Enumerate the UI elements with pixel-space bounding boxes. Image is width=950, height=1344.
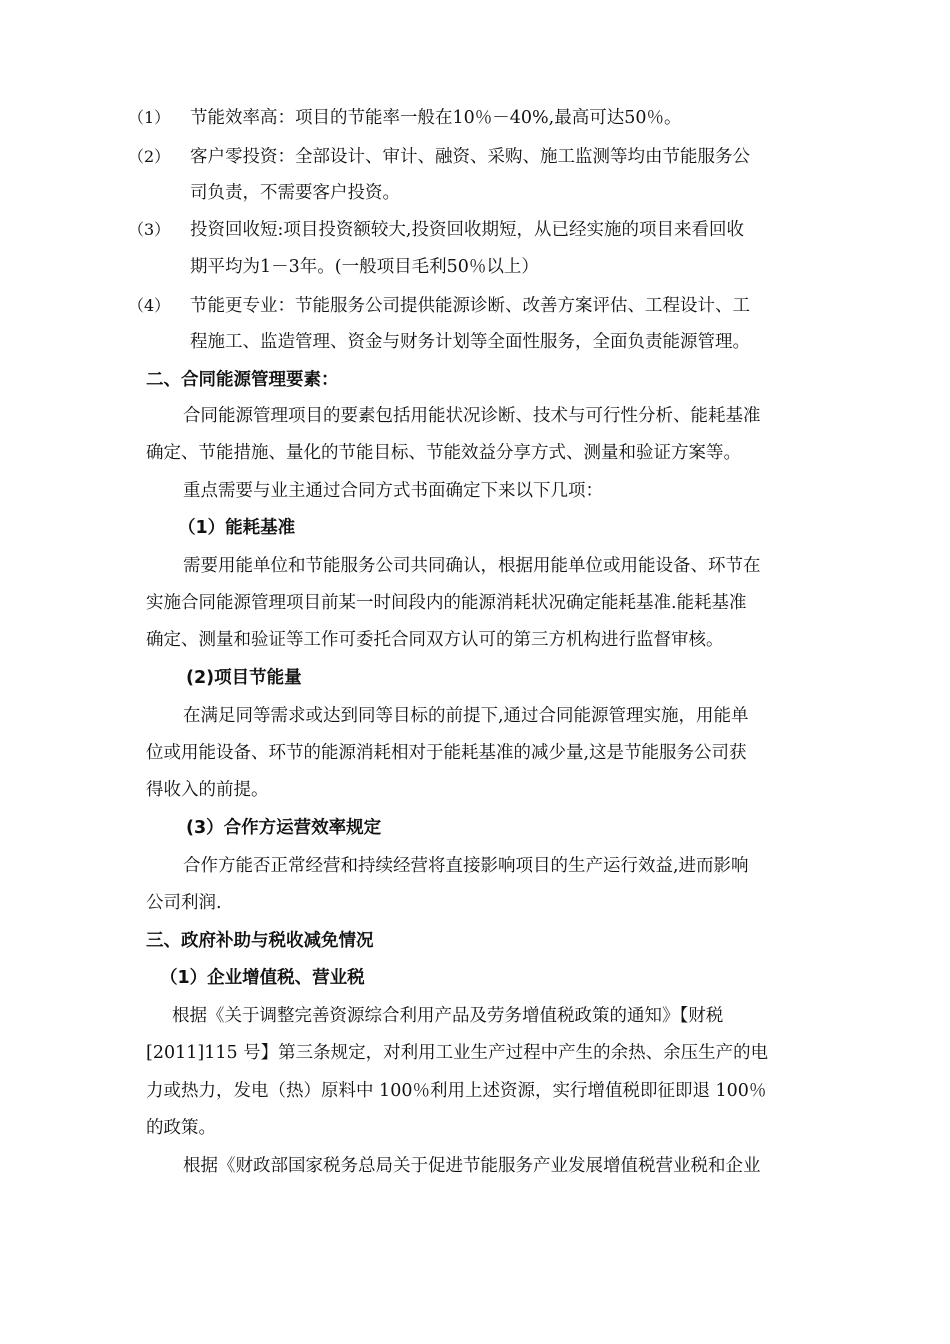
subsection-title: （1）企业增值税、营业税 (160, 968, 365, 988)
paragraph-line: 确定、节能措施、量化的节能目标、节能效益分享方式、测量和验证方案等。 (146, 443, 741, 463)
list-item-line: 客户零投资：全部设计、审计、融资、采购、施工监测等均由节能服务公 (190, 147, 750, 167)
paragraph-line: 根据《财政部国家税务总局关于促进节能服务产业发展增值税营业税和企业 (183, 1156, 761, 1176)
list-number: （2） (128, 147, 171, 166)
paragraph-line: 实施合同能源管理项目前某一时间段内的能源消耗状况确定能耗基准.能耗基准 (146, 593, 747, 613)
paragraph-line: 合同能源管理项目的要素包括用能状况诊断、技术与可行性分析、能耗基准 (183, 406, 761, 426)
paragraph-line: 确定、测量和验证等工作可委托合同双方认可的第三方机构进行监督审核。 (146, 630, 724, 650)
subsection-title: (3）合作方运营效率规定 (186, 818, 382, 838)
section-heading: 三、政府补助与税收减免情况 (146, 931, 374, 951)
list-item-line: 程施工、监造管理、资金与财务计划等全面性服务，全面负责能源管理。 (190, 332, 750, 352)
paragraph-line: 得收入的前提。 (146, 780, 269, 800)
paragraph-line: 合作方能否正常经营和持续经营将直接影响项目的生产运行效益,进而影响 (183, 856, 749, 876)
paragraph-line: 位或用能设备、环节的能源消耗相对于能耗基准的减少量,这是节能服务公司获 (146, 743, 747, 763)
list-item-line: 节能更专业：节能服务公司提供能源诊断、改善方案评估、工程设计、工 (190, 296, 750, 316)
list-number: （3） (128, 220, 171, 239)
paragraph-line: 重点需要与业主通过合同方式书面确定下来以下几项： (183, 481, 603, 501)
list-item-line: 投资回收短:项目投资额较大,投资回收期短，从已经实施的项目来看回收 (190, 220, 744, 240)
paragraph-line: 在满足同等需求或达到同等目标的前提下,通过合同能源管理实施，用能单 (183, 706, 749, 726)
paragraph-line: 力或热力，发电（热）原料中 100％利用上述资源，实行增值税即征即退 100％ (146, 1081, 767, 1101)
paragraph-line: 根据《关于调整完善资源综合利用产品及劳务增值税政策的通知》【财税 (172, 1006, 724, 1026)
list-number: （4） (128, 296, 171, 315)
list-item-line: 节能效率高：项目的节能率一般在10％－40%,最高可达50％。 (190, 108, 682, 128)
subsection-title: (2)项目节能量 (186, 668, 302, 688)
list-item-line: 司负责，不需要客户投资。 (190, 183, 400, 203)
list-number: （1） (128, 108, 171, 127)
paragraph-line: 的政策。 (146, 1118, 216, 1138)
paragraph-line: 公司利润. (146, 893, 222, 913)
paragraph-line: [2011]115 号】第三条规定，对利用工业生产过程中产生的余热、余压生产的电 (146, 1043, 769, 1063)
subsection-title: （1）能耗基准 (178, 518, 296, 538)
section-heading: 二、合同能源管理要素： (146, 370, 339, 390)
paragraph-line: 需要用能单位和节能服务公司共同确认，根据用能单位或用能设备、环节在 (183, 556, 761, 576)
list-item-line: 期平均为1－3年。(一般项目毛利50％以上） (190, 257, 539, 277)
